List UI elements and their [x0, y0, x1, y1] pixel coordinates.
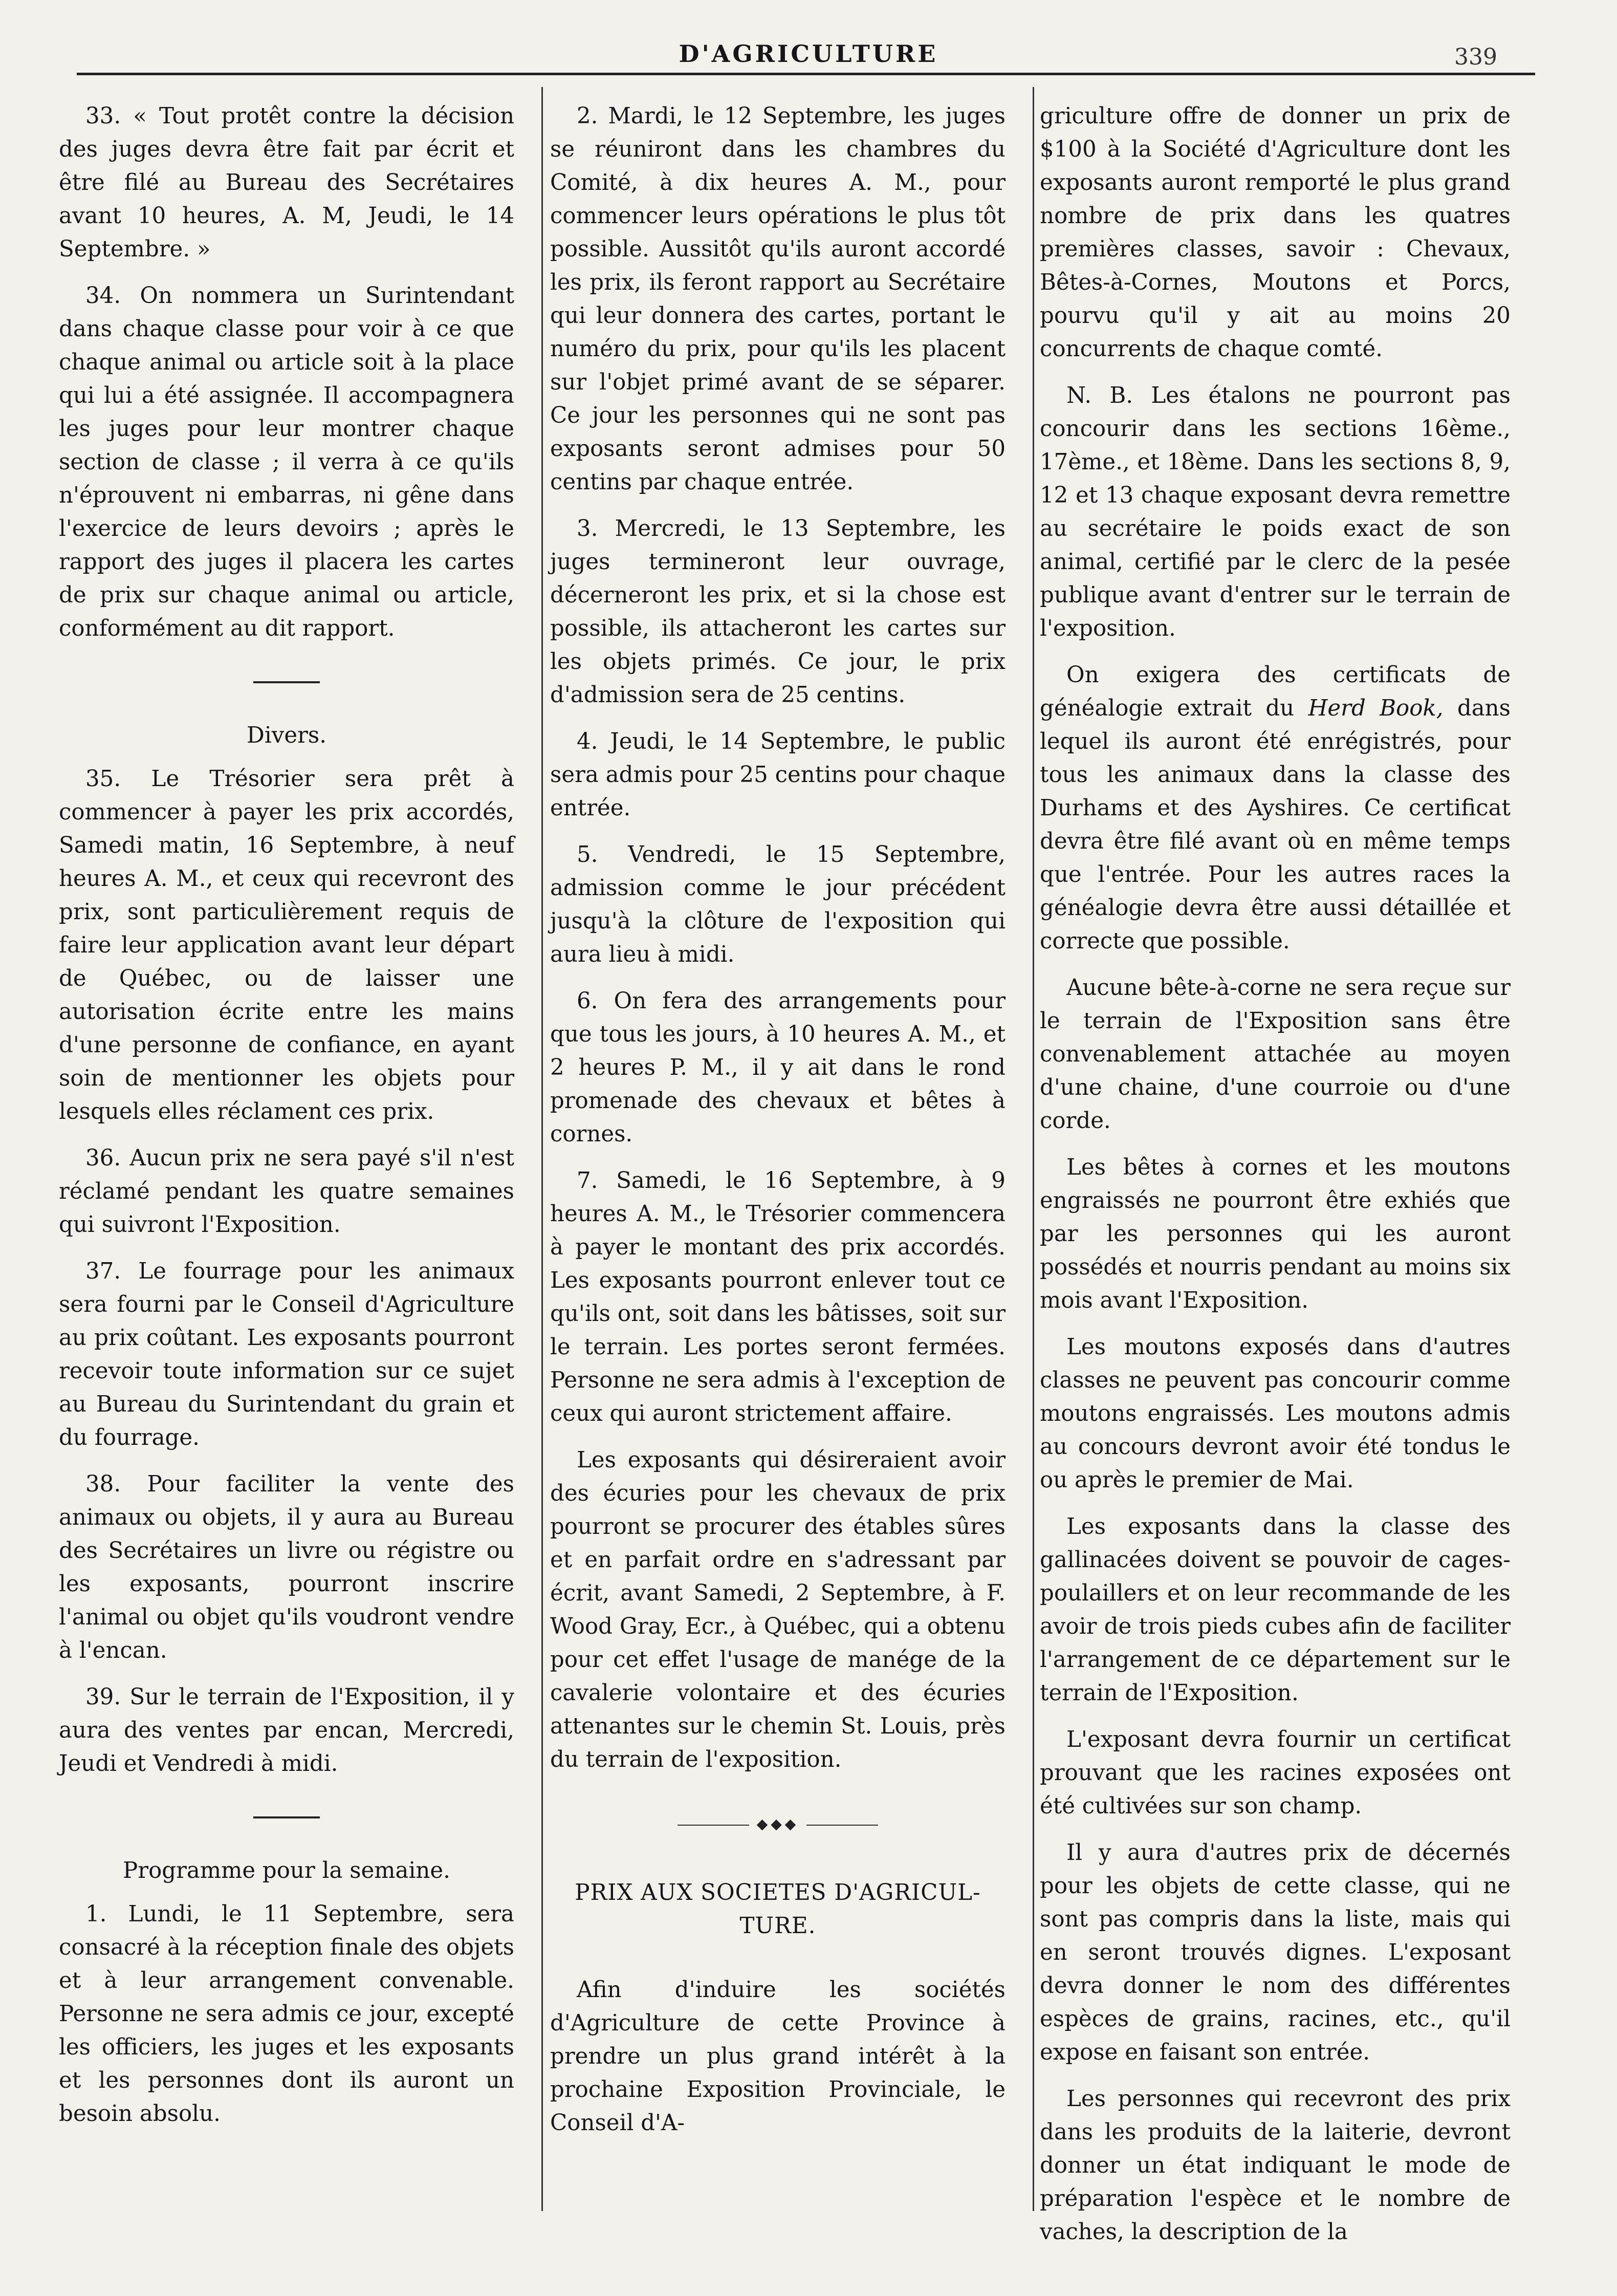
horned-cattle-rule: Aucune bête-à-corne ne sera reçue sur le terrain de l'Exposition sans être convenablement attachée au moyen d'une chaine, d'une courroie ou d'une corde.	[1040, 975, 1511, 1134]
prize-continuation: griculture offre de donner un prix de $100 à la Société d'Agriculture dont les exposants auront remporté le plus grand nombre de prix dans les quatres premières classes, savoir : Chevaux, Bêtes-à-Cornes, Moutons et Porcs, pourvu qu'il y ait au moins 20 concurrents de chaque comté.	[1040, 103, 1511, 362]
sheep-rule: Les moutons exposés dans d'autres classes ne peuvent pas concourir comme moutons engraissés. Les moutons admis au concours devront avoir été tondus le ou après le premier de Mai.	[1040, 1334, 1511, 1493]
column-2	[550, 100, 1006, 2153]
pedigree-text-a: On exigera des certificats de généalogie extrait du	[1040, 662, 1511, 721]
ornament-divider: ◆◆◆	[550, 1807, 1006, 1840]
article-37: 37. Le fourrage pour les animaux sera fourni par le Conseil d'Agriculture au prix coûtant. Les exposants pourront recevoir toute information sur ce sujet au Bureau du Surintendant du grain et du fourrage.	[59, 1259, 514, 1450]
nota-bene: N. B. Les étalons ne pourront pas concourir dans les sections 16ème., 17ème., et 18ème. Dans les sections 8, 9, 12 et 13 chaque exposant devra remettre au secrétaire le poids exact de son animal, certifié par le clerc de la pesée publique avant d'entrer sur le terrain de l'exposition.	[1040, 383, 1511, 641]
pedigree-text-b: dans lequel ils auront été enrégistrés, pour tous les animaux dans la classe des Durhams et des Ayshires. Ce certificat devra être filé avant où en même temps que l'entrée. Pour les autres races la généalogie devra être aussi détaillée et correcte que possible.	[1040, 696, 1511, 954]
other-prizes-rule: Il y aura d'autres prix de décernés pour les objets de cette classe, qui ne sont pas compris dans la liste, mais qui en seront trouvés dignes. L'exposant devra donner le nom des différentes espèces de grains, racines, etc., qu'il expose en faisant son entrée.	[1040, 1840, 1511, 2065]
programme-item-6: 6. On fera des arrangements pour que tous les jours, à 10 heures A. M., et 2 heures P. M., il y ait dans le rond promenade des chevaux et bêtes à cornes.	[550, 988, 1006, 1147]
section-divider	[253, 1816, 320, 1818]
article-36: 36. Aucun prix ne sera payé s'il n'est réclamé pendant les quatre semaines qui suivront l'Exposition.	[59, 1145, 514, 1238]
dairy-rule: Les personnes qui recevront des prix dans les produits de la laiterie, devront donner un état indiquant le mode de préparation l'espèce et le nombre de vaches, la description de la	[1040, 2086, 1511, 2245]
page-number: 339	[1454, 44, 1497, 70]
article-38: 38. Pour faciliter la vente des animaux ou objets, il y aura au Bureau des Secrétaires un livre ou régistre ou les exposants, pourront inscrire l'animal ou objet qu'ils voudront vendre à l'encan.	[59, 1471, 514, 1663]
roots-rule: L'exposant devra fournir un certificat prouvant que les racines exposées ont été cultivées sur son champ.	[1040, 1727, 1511, 1819]
column-rule-right	[1033, 87, 1034, 2211]
heading-divers: Divers.	[246, 723, 327, 748]
programme-item-2: 2. Mardi, le 12 Septembre, les juges se réuniront dans les chambres du Comité, à dix heures A. M., pour commencer leurs opérations le plus tôt possible. Aussitôt qu'ils auront accordé les prix, ils feront rapport au Secrétaire qui leur donnera des cartes, portant le numéro du prix, pour qu'ils les placent sur l'objet primé avant de se séparer. Ce jour les personnes qui ne sont pas exposants seront admises pour 50 centins par chaque entrée.	[550, 103, 1006, 495]
pedigree-paragraph	[1040, 659, 1511, 958]
section-title-line-2: TURE.	[739, 1913, 816, 1939]
article-33: 33. « Tout protêt contre la décision des juges devra être fait par écrit et être filé au Bureau des Secrétaires avant 10 heures, A. M, Jeudi, le 14 Septembre. »	[59, 103, 514, 262]
poultry-rule: Les exposants dans la classe des gallinacées doivent se pouvoir de cages-poulaillers et on leur recommande de les avoir de trois pieds cubes afin de faciliter l'arrangement de ce département sur le terrain de l'Exposition.	[1040, 1514, 1511, 1706]
section-divider	[253, 681, 320, 683]
article-35: 35. Le Trésorier sera prêt à commencer à payer les prix accordés, Samedi matin, 16 Septembre, à neuf heures A. M., et ceux qui recevront des prix, sont particulièrement requis de faire leur application avant leur départ de Québec, ou de laisser une autorisation écrite entre les mains d'une personne de confiance, en ayant soin de mentionner les objets pour lesquels elles réclament ces prix.	[59, 766, 514, 1124]
programme-item-4: 4. Jeudi, le 14 Septembre, le public sera admis pour 25 centins pour chaque entrée.	[550, 729, 1006, 821]
column-1	[59, 100, 514, 2144]
programme-item-3: 3. Mercredi, le 13 Septembre, les juges termineront leur ouvrage, décerneront les prix, et si la chose est possible, ils attacheront les cartes sur les objets primés. Ce jour, le prix d'admission sera de 25 centins.	[550, 516, 1006, 708]
stables-notice: Les exposants qui désireraient avoir des écuries pour les chevaux de prix pourront se procurer des étables sûres et en parfait ordre en s'adressant par écrit, avant Samedi, 2 Septembre, à F. Wood Gray, Ecr., à Québec, qui a obtenu pour cet effet l'usage de manége de la cavalerie volontaire et des écuries attenantes sur le chemin St. Louis, près du terrain de l'exposition.	[550, 1447, 1006, 1772]
article-34: 34. On nommera un Surintendant dans chaque classe pour voir à ce que chaque animal ou article soit à la place qui lui a été assignée. Il accompagnera les juges pour leur montrer chaque section de classe ; il verra à ce qu'ils n'éprouvent ni embarras, ni gêne dans l'exercice de leurs devoirs ; après le rapport des juges il placera les cartes de prix sur chaque animal ou article, conformément au dit rapport.	[59, 283, 514, 641]
column-rule-left	[541, 87, 543, 2211]
herd-book-title: Herd Book,	[1308, 696, 1444, 721]
programme-item-1: 1. Lundi, le 11 Septembre, sera consacré à la réception finale des objets et à leur arrangement convenable. Personne ne sera admis ce jour, excepté les officiers, les juges et les exposants et les personnes dont ils auront un besoin absolu.	[59, 1901, 514, 2127]
heading-programme: Programme pour la semaine.	[123, 1858, 450, 1883]
article-39: 39. Sur le terrain de l'Exposition, il y aura des ventes par encan, Mercredi, Jeudi et Vendredi à midi.	[59, 1684, 514, 1777]
section-title-line-1: PRIX AUX SOCIETES D'AGRICUL-	[575, 1880, 981, 1905]
programme-item-5: 5. Vendredi, le 15 Septembre, admission comme le jour précédent jusqu'à la clôture de l'exposition qui aura lieu à midi.	[550, 842, 1006, 967]
programme-item-7: 7. Samedi, le 16 Septembre, à 9 heures A. M., le Trésorier commencera à payer le montant des prix accordés. Les exposants pourront enlever tout ce qu'ils ont, soit dans les bâtisses, soit sur le terrain. Les portes seront fermées. Personne ne sera admis à l'exception de ceux qui auront strictement affaire.	[550, 1168, 1006, 1426]
fattened-animals-rule: Les bêtes à cornes et les moutons engraissés ne pourront être exhiés que par les personnes qui les auront possédés et nourris pendant au moins six mois avant l'Exposition.	[1040, 1155, 1511, 1313]
running-title: D'AGRICULTURE	[679, 40, 938, 68]
societies-intro: Afin d'induire les sociétés d'Agriculture de cette Province à prendre un plus grand intérêt à la prochaine Exposition Provinciale, le Conseil d'A-	[550, 1977, 1006, 2136]
header-rule	[77, 73, 1535, 75]
column-3	[1040, 100, 1511, 2262]
